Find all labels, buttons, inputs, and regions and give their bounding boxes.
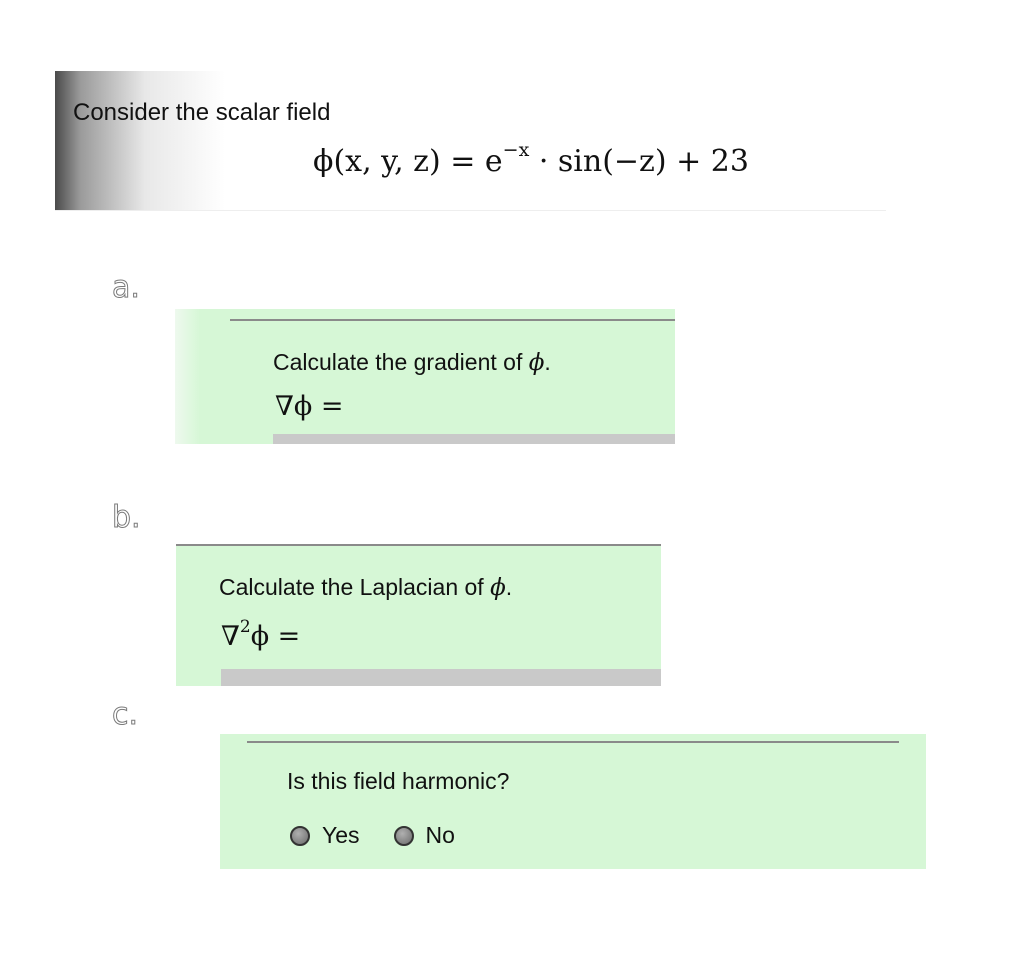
part-c-label: c. (112, 697, 139, 732)
yes-label[interactable]: Yes (322, 822, 360, 848)
part-b-prompt (219, 574, 512, 601)
part-b-panel (176, 544, 661, 686)
part-b-prompt-symbol: ϕ (490, 575, 506, 601)
part-a-prompt (273, 349, 551, 376)
laplacian-answer-label (221, 617, 301, 652)
formula-exponent: −x (502, 139, 530, 161)
part-a-panel (175, 309, 675, 444)
no-radio[interactable] (394, 826, 414, 846)
harmonic-radio-group (290, 822, 489, 849)
scalar-field-formula (313, 139, 749, 179)
no-label[interactable]: No (425, 822, 455, 848)
part-b-rule (176, 544, 661, 546)
part-a-prompt-end: . (544, 349, 551, 375)
part-b-label: b. (112, 500, 141, 535)
harmonic-question: Is this field harmonic? (287, 768, 510, 794)
formula-rhs: · sin(−z) + 23 (529, 144, 749, 179)
gradient-answer-field[interactable] (273, 434, 675, 444)
part-b-prompt-end: . (505, 574, 513, 600)
problem-header (55, 71, 886, 211)
intro-text: Consider the scalar field (73, 99, 331, 126)
part-b-prompt-text: Calculate the Laplacian of (219, 574, 491, 600)
laplacian-rest: ϕ = (250, 621, 301, 652)
yes-radio[interactable] (290, 826, 310, 846)
laplacian-answer-field[interactable] (221, 669, 661, 686)
part-a-label: a. (112, 270, 140, 305)
formula-lhs: ϕ(x, y, z) = e (313, 144, 503, 179)
gradient-answer-label: ∇ϕ = (275, 391, 344, 422)
laplacian-power: 2 (239, 617, 251, 637)
nabla-symbol: ∇ (221, 621, 240, 652)
part-a-rule (230, 319, 675, 321)
part-c-rule (247, 741, 899, 743)
part-a-prompt-symbol: ϕ (528, 350, 545, 376)
part-a-prompt-text: Calculate the gradient of (273, 349, 529, 375)
panel-fade (175, 309, 200, 444)
part-c-panel (220, 734, 926, 869)
